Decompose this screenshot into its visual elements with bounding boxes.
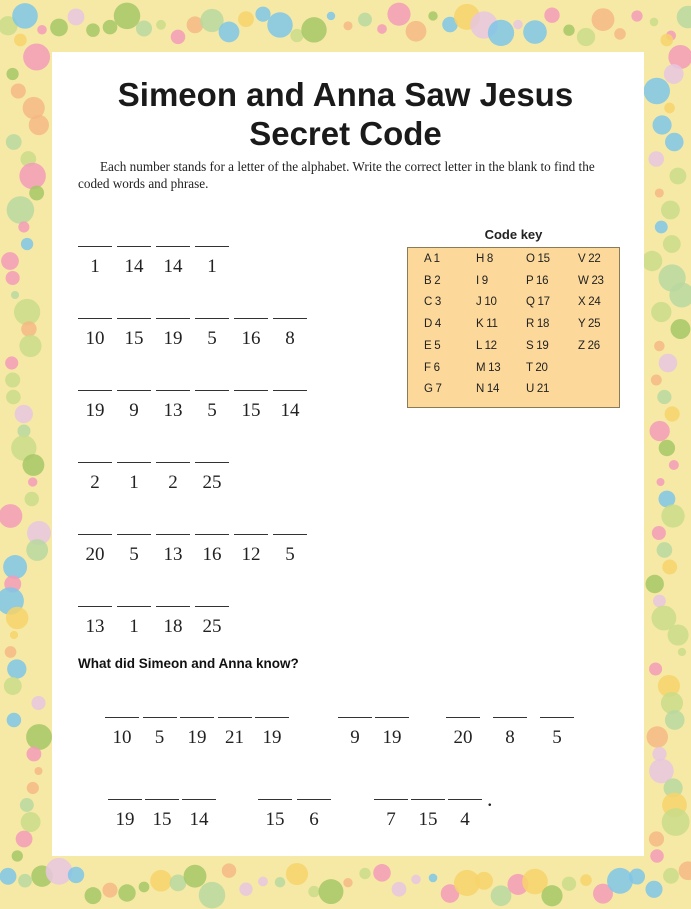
code-number: 5 (154, 727, 165, 748)
border-dot (648, 151, 664, 167)
border-dot (631, 10, 642, 21)
blank-line (156, 606, 190, 607)
border-dot (359, 868, 370, 879)
code-key-entry: P 16 (526, 274, 549, 287)
border-dot (11, 291, 19, 299)
blank-line (448, 799, 482, 800)
border-dot (136, 20, 152, 36)
border-dot (541, 885, 562, 906)
border-dot (651, 375, 662, 386)
blank-line (195, 318, 229, 319)
border-dot (652, 526, 666, 540)
border-dot (645, 881, 662, 898)
border-dot (659, 354, 678, 373)
border-dot (679, 861, 691, 880)
border-dot (377, 24, 387, 34)
blank-line (374, 799, 408, 800)
code-number: 20 (453, 727, 473, 748)
border-dot (544, 8, 559, 23)
border-dot (646, 575, 664, 593)
border-dot (657, 390, 671, 404)
border-dot (657, 542, 673, 558)
code-number: 15 (265, 809, 285, 830)
code-key-entry: W 23 (578, 274, 604, 287)
border-dot (29, 186, 44, 201)
code-key-entry: T 20 (526, 361, 548, 374)
border-dot (171, 30, 185, 44)
code-key-entry: E 5 (424, 339, 441, 352)
code-key-entry: Y 25 (578, 318, 601, 331)
blank-line (78, 462, 112, 463)
code-number: 9 (129, 400, 139, 421)
blank-line (195, 246, 229, 247)
code-number: 14 (124, 256, 144, 277)
border-dot (28, 477, 37, 486)
border-dot (20, 798, 34, 812)
code-key-entry: Q 17 (526, 296, 550, 309)
code-number: 8 (285, 328, 295, 349)
border-dot (23, 44, 50, 71)
border-dot (26, 724, 52, 750)
border-dot (668, 624, 689, 645)
border-dot (16, 831, 33, 848)
code-number: 14 (189, 809, 209, 830)
border-dot (46, 858, 73, 885)
border-dot (373, 864, 391, 882)
border-dot (523, 20, 547, 44)
border-dot (5, 356, 18, 369)
border-dot (19, 163, 45, 189)
border-dot (629, 868, 645, 884)
blank-line (234, 318, 268, 319)
blank-line (195, 390, 229, 391)
border-dot (118, 884, 135, 901)
border-dot (649, 831, 664, 846)
instructions-text: Each number stands for a letter of the alphabet. Write the correct letter in the blank to find the coded words and phrase. (78, 159, 595, 191)
code-number: 19 (85, 400, 105, 421)
border-dot (102, 883, 117, 898)
code-number: 12 (241, 544, 261, 565)
code-key-entry: N 14 (476, 383, 500, 396)
border-dot (4, 677, 22, 695)
blank-line (117, 534, 151, 535)
border-dot (563, 25, 574, 36)
border-dot (513, 20, 523, 30)
code-number: 2 (90, 472, 100, 493)
code-number: 15 (241, 400, 261, 421)
code-number: 5 (207, 328, 217, 349)
border-dot (1, 252, 19, 270)
border-dot (25, 492, 39, 506)
code-key-entry: R 18 (526, 318, 550, 331)
border-dot (488, 20, 514, 46)
code-number: 18 (163, 616, 183, 637)
code-number: 15 (124, 328, 144, 349)
border-dot (50, 19, 68, 37)
border-dot (429, 874, 438, 883)
border-dot (358, 13, 372, 27)
border-dot (642, 251, 662, 271)
question-text: What did Simeon and Anna know? (78, 656, 299, 671)
border-dot (103, 20, 118, 35)
border-dot (678, 648, 686, 656)
border-dot (592, 8, 615, 31)
blank-line (273, 534, 307, 535)
border-dot (21, 238, 33, 250)
code-number: 19 (382, 727, 402, 748)
code-key-entry: K 11 (476, 318, 498, 331)
border-dot (31, 696, 45, 710)
code-key-entry: B 2 (424, 274, 441, 287)
blank-line (156, 390, 190, 391)
border-dot (6, 271, 20, 285)
border-dot (6, 390, 21, 405)
code-number: 13 (163, 400, 183, 421)
code-number: 25 (202, 616, 222, 637)
code-key-box (407, 247, 620, 408)
border-dot (491, 885, 512, 906)
border-dot (327, 12, 335, 20)
blank-line (297, 799, 331, 800)
code-number: 19 (115, 809, 135, 830)
border-dot (258, 877, 268, 887)
border-dot (14, 34, 27, 47)
blank-line (145, 799, 179, 800)
blank-line (234, 534, 268, 535)
code-key-entry: C 3 (424, 296, 441, 309)
code-number: 1 (90, 256, 100, 277)
blank-line (255, 717, 289, 718)
border-dot (343, 878, 352, 887)
border-dot (562, 877, 576, 891)
code-number: 1 (207, 256, 217, 277)
border-dot (5, 646, 17, 658)
border-dot (662, 808, 690, 836)
border-dot (275, 877, 286, 888)
border-dot (15, 405, 33, 423)
code-key-entry: D 4 (424, 318, 441, 331)
border-dot (34, 767, 42, 775)
code-number: 10 (85, 328, 105, 349)
code-key-entry: J 10 (476, 296, 497, 309)
border-dot (677, 6, 691, 29)
code-number: 19 (262, 727, 282, 748)
border-dot (7, 196, 35, 224)
border-dot (5, 372, 20, 387)
border-dot (665, 406, 680, 421)
blank-line (446, 717, 480, 718)
border-dot (6, 607, 28, 629)
code-number: 5 (129, 544, 139, 565)
blank-line (117, 318, 151, 319)
code-number: 20 (85, 544, 105, 565)
code-key-entry: U 21 (526, 383, 550, 396)
code-number: 5 (285, 544, 295, 565)
code-number: 15 (418, 809, 438, 830)
code-key-entry: H 8 (476, 253, 493, 265)
code-key-entry: F 6 (424, 361, 440, 374)
border-dot (156, 20, 166, 30)
border-dot (18, 874, 32, 888)
blank-line (117, 390, 151, 391)
blank-line (273, 390, 307, 391)
border-dot (655, 221, 668, 234)
border-dot (68, 8, 85, 25)
code-key-entry: G 7 (424, 383, 442, 396)
border-dot (255, 7, 270, 22)
border-dot (199, 882, 226, 909)
border-dot (665, 710, 685, 730)
page-title: Simeon and Anna Saw Jesus (117, 76, 574, 113)
border-dot (650, 18, 659, 27)
border-dot (577, 28, 595, 46)
code-number: 13 (85, 616, 105, 637)
blank-line (182, 799, 216, 800)
border-dot (219, 22, 240, 43)
blank-line (156, 462, 190, 463)
code-key-entry: I 9 (476, 274, 488, 287)
code-number: 15 (152, 809, 172, 830)
border-dot (663, 868, 679, 884)
code-number: 19 (187, 727, 207, 748)
border-dot (614, 28, 626, 40)
blank-line (78, 318, 112, 319)
blank-line (78, 534, 112, 535)
border-dot (3, 555, 27, 579)
blank-line (143, 717, 177, 718)
border-dot (21, 321, 36, 336)
code-key-entry: X 24 (578, 296, 601, 309)
border-dot (669, 460, 679, 470)
code-key-entry: Z 26 (578, 339, 600, 352)
border-dot (7, 659, 26, 678)
border-dot (12, 850, 23, 861)
code-number: 5 (207, 400, 217, 421)
blank-line (540, 717, 574, 718)
blank-line (105, 717, 139, 718)
blank-line (218, 717, 252, 718)
code-number: 4 (460, 809, 470, 830)
border-dot (14, 299, 40, 325)
border-dot (650, 421, 670, 441)
blank-line (195, 462, 229, 463)
border-dot (0, 504, 22, 528)
border-dot (661, 201, 680, 220)
blank-line (78, 246, 112, 247)
border-dot (114, 3, 141, 30)
blank-line (78, 606, 112, 607)
blank-line (117, 246, 151, 247)
code-key-entry: O 15 (526, 253, 550, 265)
code-number: 6 (309, 809, 319, 830)
border-dot (319, 879, 344, 904)
border-dot (649, 662, 662, 675)
blank-line (117, 606, 151, 607)
code-key-entry: L 12 (476, 339, 497, 352)
border-dot (607, 868, 633, 894)
border-dot (387, 3, 410, 26)
border-dot (239, 883, 252, 896)
border-dot (651, 302, 671, 322)
phrase-period: . (487, 786, 493, 811)
blank-line (78, 390, 112, 391)
border-dot (7, 713, 22, 728)
border-dot (392, 882, 407, 897)
border-dot (10, 631, 18, 639)
blank-line (180, 717, 214, 718)
page-subtitle: Secret Code (249, 115, 442, 152)
code-number: 2 (168, 472, 178, 493)
border-dot (286, 863, 308, 885)
border-dot (18, 221, 29, 232)
border-dot (308, 886, 319, 897)
blank-line (273, 318, 307, 319)
border-dot (184, 865, 207, 888)
blank-line (411, 799, 445, 800)
border-dot (150, 870, 172, 892)
border-dot (86, 23, 100, 37)
border-dot (343, 21, 352, 30)
blank-line (195, 606, 229, 607)
code-number: 19 (163, 328, 183, 349)
blank-line (338, 717, 372, 718)
border-dot (654, 341, 664, 351)
border-dot (21, 812, 41, 832)
blank-line (493, 717, 527, 718)
code-number: 14 (280, 400, 300, 421)
code-number: 9 (350, 727, 360, 748)
code-key-entry: M 13 (476, 361, 501, 374)
border-dot (657, 478, 665, 486)
code-key-entry: V 22 (578, 253, 601, 265)
border-dot (661, 504, 684, 527)
border-dot (428, 11, 437, 20)
blank-line (156, 318, 190, 319)
border-dot (662, 560, 677, 575)
border-dot (22, 454, 44, 476)
code-key-title: Code key (484, 227, 543, 242)
border-dot (26, 539, 48, 561)
code-number: 16 (202, 544, 222, 565)
border-dot (301, 17, 326, 42)
border-dot (660, 34, 673, 47)
code-number: 8 (505, 727, 515, 748)
border-dot (0, 868, 16, 885)
border-dot (647, 726, 668, 747)
border-dot (671, 319, 691, 339)
border-dot (139, 882, 150, 893)
code-number: 16 (241, 328, 261, 349)
border-dot (26, 747, 41, 762)
code-number: 25 (202, 472, 222, 493)
blank-line (156, 246, 190, 247)
border-dot (580, 874, 592, 886)
border-dot (267, 12, 292, 37)
blank-line (258, 799, 292, 800)
border-dot (37, 25, 47, 35)
border-dot (659, 440, 675, 456)
border-dot (670, 168, 687, 185)
border-dot (85, 887, 102, 904)
border-dot (12, 3, 38, 29)
code-number: 21 (225, 727, 244, 748)
border-dot (68, 867, 84, 883)
border-dot (650, 849, 664, 863)
blank-line (108, 799, 142, 800)
code-number: 1 (129, 472, 139, 493)
code-number: 14 (163, 256, 183, 277)
code-number: 13 (163, 544, 183, 565)
border-dot (653, 595, 666, 608)
border-dot (475, 872, 493, 890)
blank-line (156, 534, 190, 535)
code-number: 7 (386, 809, 396, 830)
border-dot (27, 782, 39, 794)
blank-line (234, 390, 268, 391)
blank-line (375, 717, 409, 718)
border-dot (406, 21, 427, 42)
border-dot (19, 335, 41, 357)
code-number: 5 (552, 727, 562, 748)
blank-line (117, 462, 151, 463)
border-dot (663, 235, 681, 253)
code-number: 1 (129, 616, 139, 637)
code-number: 10 (112, 727, 132, 748)
border-dot (655, 188, 664, 197)
code-key-entry: S 19 (526, 339, 549, 352)
code-key-entry: A 1 (424, 253, 440, 265)
blank-line (195, 534, 229, 535)
border-dot (411, 875, 421, 885)
border-dot (238, 11, 254, 27)
border-dot (222, 863, 236, 877)
